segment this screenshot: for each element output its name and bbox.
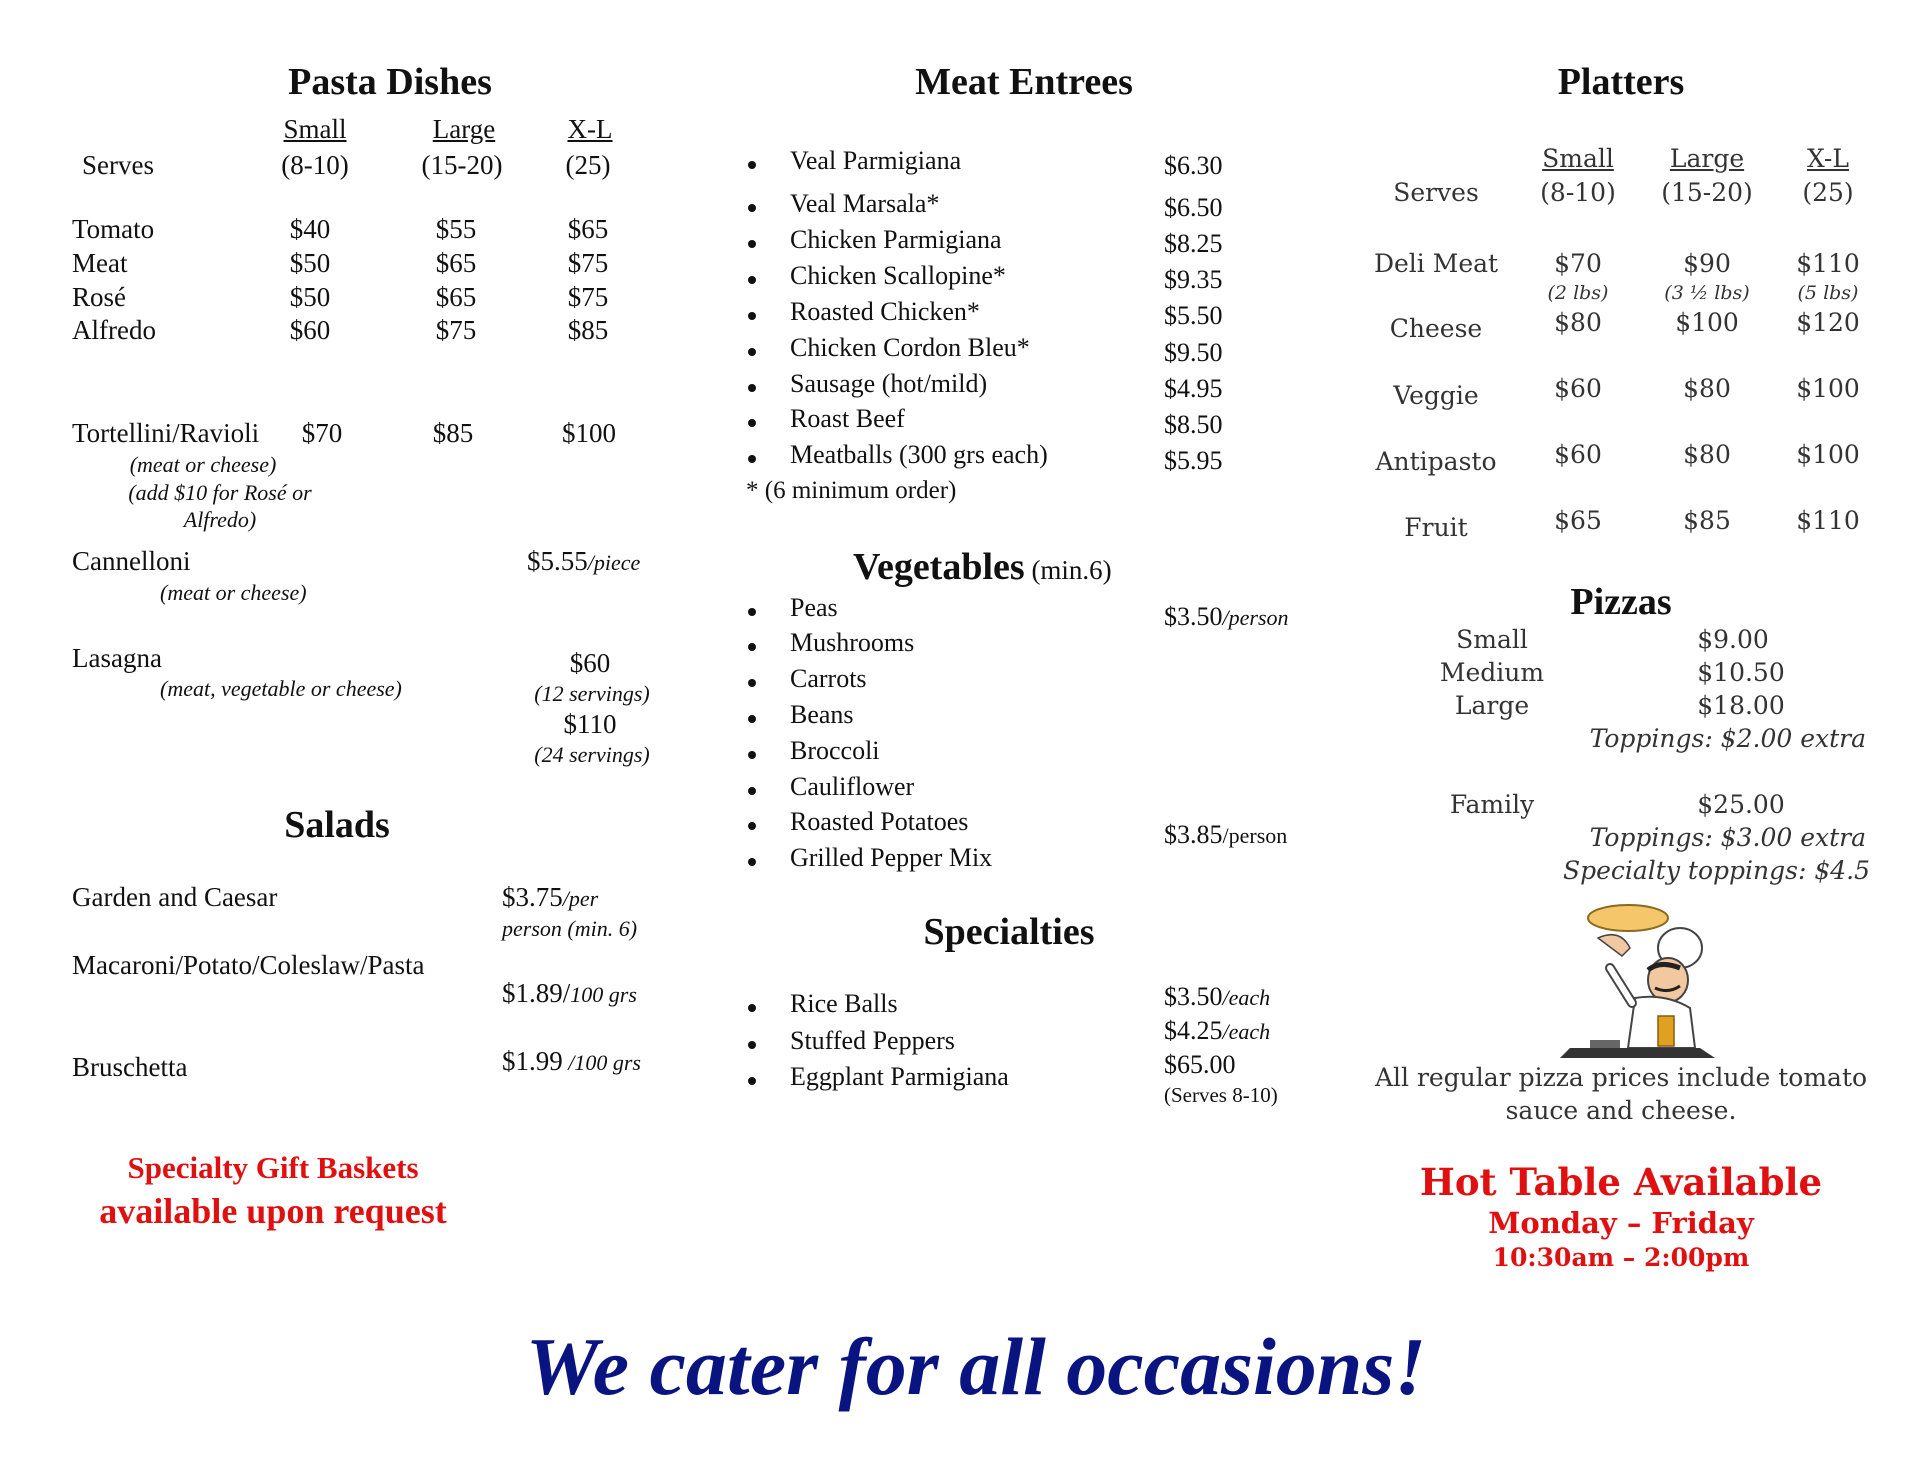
bullet-icon <box>748 384 756 392</box>
pasta-row-large: $65 <box>435 248 477 278</box>
platter-row-xl: $110 <box>1796 506 1860 535</box>
tortellini-note: (add $10 for Rosé or <box>128 480 312 505</box>
meat-item-price: $4.95 <box>1164 374 1223 403</box>
platters-size-xl: X-L <box>1807 144 1849 173</box>
bullet-icon <box>748 1041 756 1049</box>
pizza-toppings-regular: Toppings: $2.00 extra <box>1589 724 1866 753</box>
vegetable-item: Mushrooms <box>790 628 915 657</box>
bullet-icon <box>748 787 756 795</box>
specialty-item-name: Stuffed Peppers <box>790 1026 955 1055</box>
vegetables-unit1: /person <box>1222 605 1289 630</box>
meat-item-price: $5.95 <box>1164 446 1223 475</box>
salad-garden-unit: /per <box>562 886 599 911</box>
platter-row-small: $80 <box>1554 308 1602 337</box>
specialty-item-unit: /each <box>1222 1019 1271 1044</box>
tortellini-small: $70 <box>301 418 343 448</box>
pasta-row-name: Meat <box>72 248 128 278</box>
bullet-icon <box>748 715 756 723</box>
tortellini-note: Alfredo) <box>183 507 257 532</box>
vegetable-item: Broccoli <box>790 736 880 765</box>
salad-macaroni-price: $1.89/ <box>502 978 571 1008</box>
meat-footnote: * (6 minimum order) <box>746 477 957 504</box>
platters-title: Platters <box>1557 61 1685 103</box>
platter-row-large: $80 <box>1683 440 1731 469</box>
salad-garden-name: Garden and Caesar <box>72 882 278 912</box>
cannelloni-price: $5.55 <box>527 546 588 576</box>
tortellini-large: $85 <box>432 418 474 448</box>
pizza-size-name: Large <box>1454 691 1530 720</box>
meat-item-price: $5.50 <box>1164 301 1223 330</box>
platter-row-small: $60 <box>1554 440 1602 469</box>
pasta-title: Pasta Dishes <box>288 61 492 103</box>
bullet-icon <box>748 643 756 651</box>
pizza-chef-icon <box>1540 898 1730 1063</box>
pasta-size-small: Small <box>283 114 347 144</box>
platter-weight-small: (2 lbs) <box>1547 282 1609 304</box>
meat-item-price: $6.50 <box>1164 193 1223 222</box>
meat-item-name: Veal Parmigiana <box>790 146 962 175</box>
vegetables-title: Vegetables <box>853 546 1025 588</box>
bullet-icon <box>748 858 756 866</box>
salad-bruschetta-unit: /100 grs <box>562 1050 641 1075</box>
pasta-row-xl: $65 <box>567 214 609 244</box>
pizzas-title: Pizzas <box>1570 581 1672 623</box>
bullet-icon <box>748 679 756 687</box>
meat-item-name: Chicken Parmigiana <box>790 225 1002 254</box>
salad-macaroni-name: Macaroni/Potato/Coleslaw/Pasta <box>72 950 425 980</box>
tortellini-xl: $100 <box>562 418 616 448</box>
gift-baskets-line2: available upon request <box>99 1191 447 1231</box>
pasta-row-name: Rosé <box>72 282 126 312</box>
salads-title: Salads <box>284 804 390 846</box>
lasagna-price-12: $60 <box>569 648 611 678</box>
platter-row-large: $90 <box>1683 249 1731 278</box>
bullet-icon <box>748 204 756 212</box>
platter-weight-xl: (5 lbs) <box>1797 282 1859 304</box>
vegetable-item: Cauliflower <box>790 772 915 801</box>
platter-row-xl: $100 <box>1796 374 1860 403</box>
meat-item-name: Roasted Chicken* <box>790 297 980 326</box>
vegetable-item: Peas <box>790 593 838 622</box>
salad-macaroni-price-group <box>502 978 637 1009</box>
platter-row-large: $100 <box>1675 308 1739 337</box>
pasta-row-small: $60 <box>289 315 331 345</box>
pizza-size-price: $9.00 <box>1697 625 1769 654</box>
bullet-icon <box>748 419 756 427</box>
meat-item-price: $6.30 <box>1164 151 1223 180</box>
platters-serves-label: Serves <box>1393 178 1479 207</box>
pizza-size-price: $10.50 <box>1697 658 1785 687</box>
bullet-icon <box>748 608 756 616</box>
hot-table-title: Hot Table Available <box>1419 1160 1823 1204</box>
pizza-toppings-specialty: Specialty toppings: $4.5 <box>1562 856 1870 885</box>
meat-item-name: Chicken Scallopine* <box>790 261 1006 290</box>
bullet-icon <box>748 348 756 356</box>
specialty-price-group <box>1164 982 1270 1012</box>
specialty-item-unit: (Serves 8-10) <box>1164 1083 1278 1107</box>
meat-item-name: Sausage (hot/mild) <box>790 369 988 398</box>
pasta-row-large: $55 <box>435 214 477 244</box>
bullet-icon <box>748 1077 756 1085</box>
meat-item-name: Veal Marsala* <box>790 189 940 218</box>
gift-baskets-line1: Specialty Gift Baskets <box>127 1150 419 1185</box>
pasta-row-small: $40 <box>289 214 331 244</box>
platter-row-name: Cheese <box>1389 314 1483 343</box>
pasta-row-small: $50 <box>289 248 331 278</box>
pasta-row-large: $75 <box>435 315 477 345</box>
vegetables-min: (min.6) <box>1024 555 1112 585</box>
platter-row-xl: $120 <box>1796 308 1860 337</box>
cannelloni-unit: /piece <box>587 550 641 575</box>
meat-item-price: $8.25 <box>1164 229 1223 258</box>
vegetables-unit2: /person <box>1222 823 1288 848</box>
meat-item-name: Chicken Cordon Bleu* <box>790 333 1030 362</box>
vegetable-item: Carrots <box>790 664 867 693</box>
pasta-serves-label: Serves <box>82 150 154 180</box>
salad-macaroni-unit: 100 grs <box>570 982 637 1007</box>
pasta-serves-small: (8-10) <box>281 150 349 180</box>
tortellini-name: Tortellini/Ravioli <box>72 418 260 448</box>
pizza-size-name: Small <box>1456 625 1528 654</box>
salad-bruschetta-price-group <box>502 1046 641 1077</box>
vegetables-price2: $3.85 <box>1164 820 1223 849</box>
pizza-family-name: Family <box>1449 790 1535 819</box>
bullet-icon <box>748 1004 756 1012</box>
specialty-item-price: $4.25 <box>1164 1016 1223 1045</box>
vegetables-price1: $3.50 <box>1164 602 1223 631</box>
specialty-item-price: $3.50 <box>1164 982 1223 1011</box>
pizza-note-line2: sauce and cheese. <box>1505 1096 1737 1125</box>
specialties-title: Specialties <box>923 911 1095 953</box>
vegetables-price2-group <box>1164 820 1287 850</box>
tortellini-note: (meat or cheese) <box>129 452 277 477</box>
platter-row-small: $65 <box>1554 506 1602 535</box>
pasta-row-small: $50 <box>289 282 331 312</box>
lasagna-servings-24: (24 servings) <box>534 742 650 767</box>
hot-table-days: Monday – Friday <box>1488 1206 1754 1240</box>
cannelloni-name: Cannelloni <box>72 546 191 576</box>
hot-table-hours: 10:30am – 2:00pm <box>1492 1243 1750 1272</box>
pasta-row-name: Tomato <box>72 214 155 244</box>
specialty-item-unit: /each <box>1222 985 1271 1010</box>
cannelloni-note: (meat or cheese) <box>160 580 307 605</box>
meat-item-name: Meatballs (300 grs each) <box>790 440 1048 469</box>
meat-item-name: Roast Beef <box>790 404 905 433</box>
platter-row-name: Fruit <box>1404 513 1468 542</box>
pizza-size-price: $18.00 <box>1697 691 1785 720</box>
bullet-icon <box>748 240 756 248</box>
platter-weight-large: (3 ½ lbs) <box>1664 282 1750 304</box>
salad-garden-price: $3.75 <box>502 882 563 912</box>
platter-row-name: Deli Meat <box>1373 249 1499 278</box>
bullet-icon <box>748 161 756 169</box>
bullet-icon <box>748 455 756 463</box>
salad-bruschetta-price: $1.99 <box>502 1046 563 1076</box>
platter-row-small: $70 <box>1554 249 1602 278</box>
bullet-icon <box>748 276 756 284</box>
platters-serves-xl: (25) <box>1802 178 1854 207</box>
pizza-note-line1: All regular pizza prices include tomato <box>1374 1063 1868 1092</box>
platter-row-large: $80 <box>1683 374 1731 403</box>
bullet-icon <box>748 822 756 830</box>
platter-row-xl: $100 <box>1796 440 1860 469</box>
meat-item-price: $9.50 <box>1164 338 1223 367</box>
pizza-family-price: $25.00 <box>1697 790 1785 819</box>
meat-title: Meat Entrees <box>915 61 1133 103</box>
platters-size-large: Large <box>1669 144 1745 173</box>
platters-size-small: Small <box>1542 144 1614 173</box>
pasta-row-xl: $75 <box>567 248 609 278</box>
platter-row-large: $85 <box>1683 506 1731 535</box>
specialty-price-group <box>1164 1016 1270 1046</box>
platter-row-name: Antipasto <box>1375 447 1497 476</box>
vegetable-item: Roasted Potatoes <box>790 807 969 836</box>
salad-garden-unit2: person (min. 6) <box>502 916 638 941</box>
lasagna-name: Lasagna <box>72 643 162 673</box>
pasta-size-xl: X-L <box>567 114 613 144</box>
lasagna-note: (meat, vegetable or cheese) <box>160 676 402 701</box>
tagline: We cater for all occasions! <box>525 1321 1427 1412</box>
platters-serves-large: (15-20) <box>1661 178 1753 207</box>
specialty-item-name: Eggplant Parmigiana <box>790 1062 1009 1091</box>
meat-item-price: $8.50 <box>1164 410 1223 439</box>
specialty-item-name: Rice Balls <box>790 989 898 1018</box>
salad-garden-price-group <box>502 882 598 913</box>
pizza-size-name: Medium <box>1439 658 1545 687</box>
pasta-serves-large: (15-20) <box>421 150 503 180</box>
platter-row-xl: $110 <box>1796 249 1860 278</box>
pasta-row-large: $65 <box>435 282 477 312</box>
vegetable-item: Grilled Pepper Mix <box>790 843 993 872</box>
vegetable-item: Beans <box>790 700 854 729</box>
platter-row-name: Veggie <box>1393 381 1479 410</box>
vegetables-title-group <box>853 545 1112 589</box>
pasta-row-name: Alfredo <box>72 315 156 345</box>
platters-serves-small: (8-10) <box>1540 178 1616 207</box>
bullet-icon <box>748 751 756 759</box>
lasagna-price-24: $110 <box>563 709 617 739</box>
specialty-item-price: $65.00 <box>1164 1050 1236 1079</box>
salad-bruschetta-name: Bruschetta <box>72 1052 188 1082</box>
pasta-row-xl: $75 <box>567 282 609 312</box>
vegetables-price1-group <box>1164 602 1289 632</box>
platter-row-small: $60 <box>1554 374 1602 403</box>
pizza-toppings-family: Toppings: $3.00 extra <box>1589 823 1866 852</box>
bullet-icon <box>748 312 756 320</box>
cannelloni-price-group <box>527 546 640 577</box>
pasta-serves-xl: (25) <box>565 150 611 180</box>
pasta-row-xl: $85 <box>567 315 609 345</box>
lasagna-servings-12: (12 servings) <box>534 681 650 706</box>
pasta-size-large: Large <box>432 114 496 144</box>
meat-item-price: $9.35 <box>1164 265 1223 294</box>
